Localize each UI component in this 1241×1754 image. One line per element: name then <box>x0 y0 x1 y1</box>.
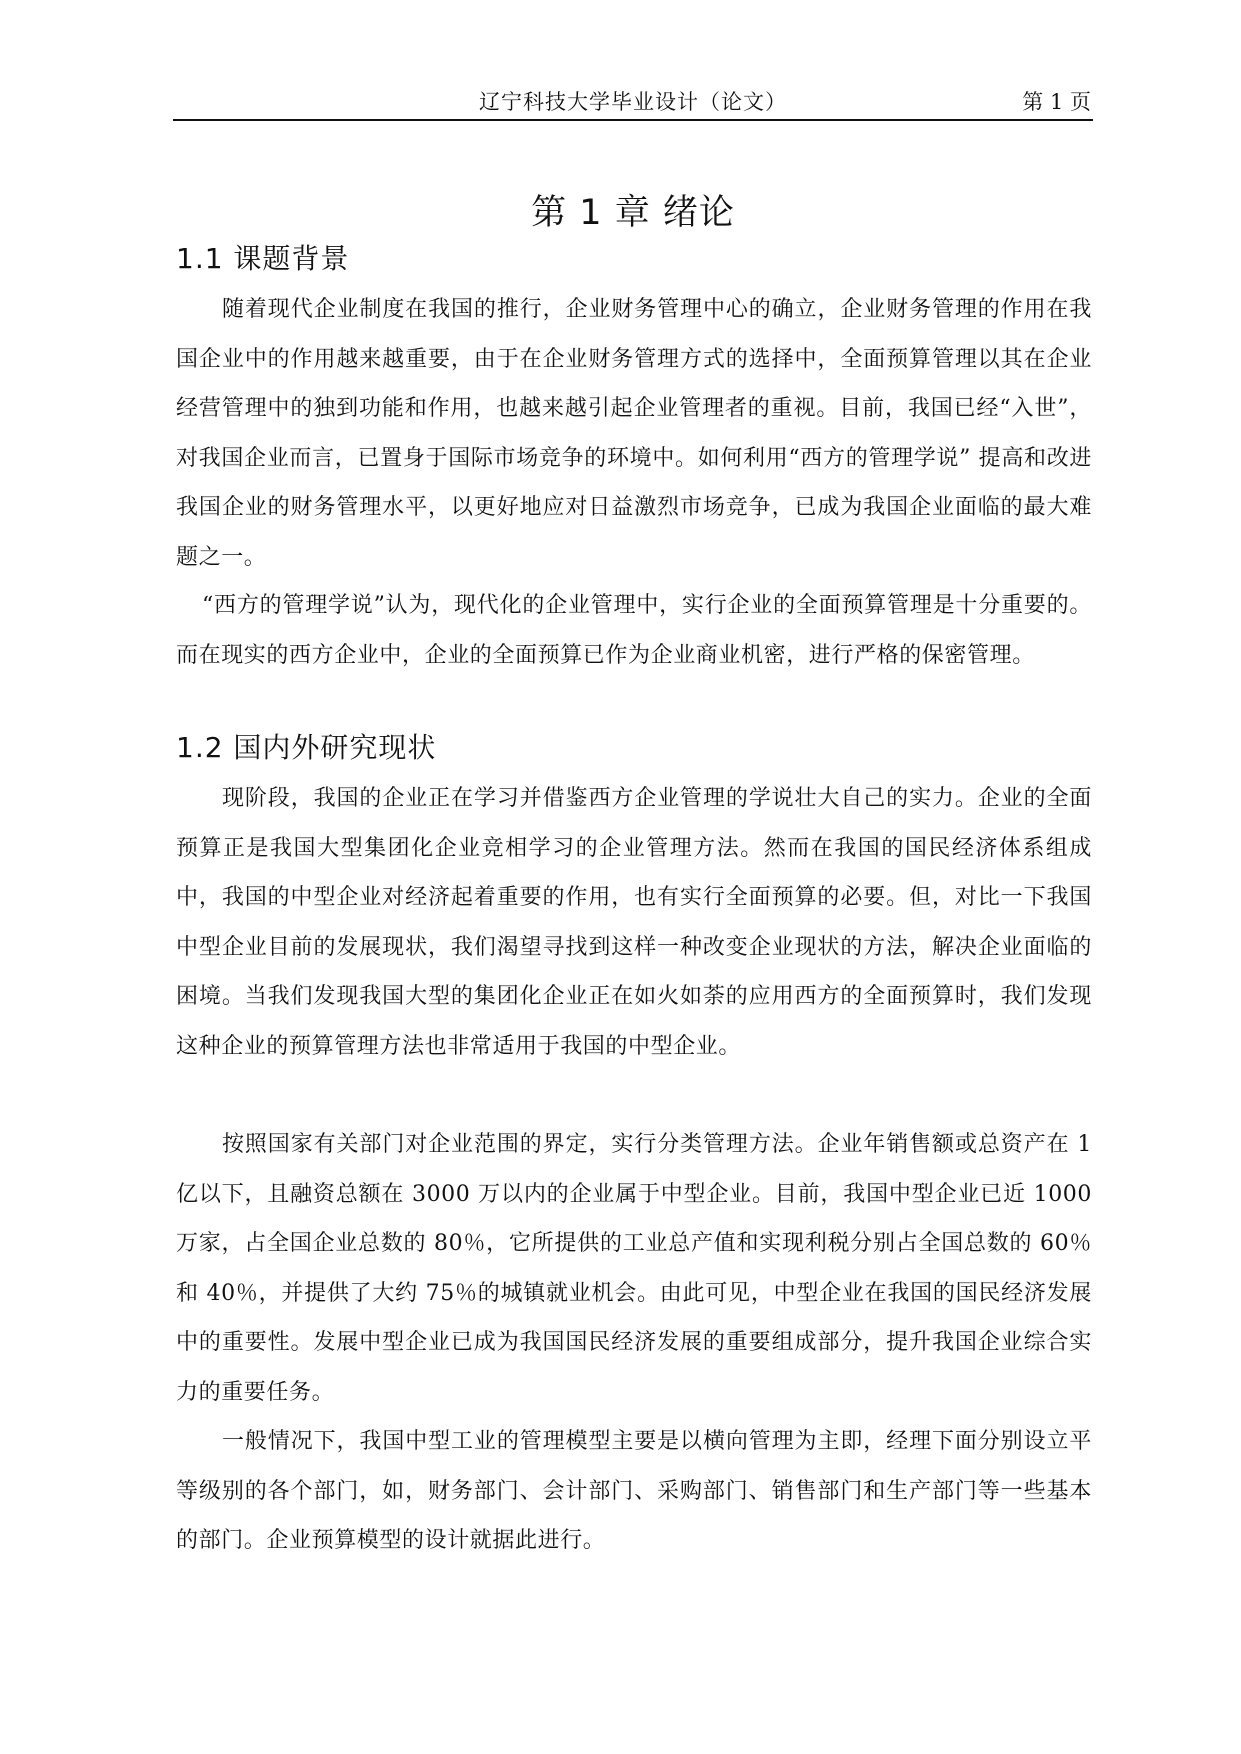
paragraph: 随着现代企业制度在我国的推行，企业财务管理中心的确立，企业财务管理的作用在我国企业中的作用越来越重要，由于在企业财务管理方式的选择中，全面预算管理以其在企业经营管理中的独到功能和作用，也越来越引起企业管理者的重视。目前，我国已经“入世”，对我国企业而言，已置身于国际市场竞争的环境中。如何利用“西方的管理学说” 提高和改进我国企业的财务管理水平，以更好地应对日益激烈市场竞争，已成为我国企业面临的最大难题之一。 <box>176 297 1092 570</box>
running-header <box>173 86 1093 118</box>
section-heading-1-2: 1.2 国内外研究现状 <box>176 731 437 764</box>
section-heading-1-1: 1.1 课题背景 <box>176 242 350 275</box>
header-title: 辽宁科技大学毕业设计（论文） <box>479 90 787 114</box>
header-rule <box>173 119 1093 121</box>
paragraph: 现阶段，我国的企业正在学习并借鉴西方企业管理的学说壮大自己的实力。企业的全面预算正是我国大型集团化企业竞相学习的企业管理方法。然而在我国的国民经济体系组成中，我国的中型企业对经济起着重要的作用，也有实行全面预算的必要。但，对比一下我国中型企业目前的发展现状，我们渴望寻找到这样一种改变企业现状的方法，解决企业面临的困境。当我们发现我国大型的集团化企业正在如火如荼的应用西方的全面预算时，我们发现这种企业的预算管理方法也非常适用于我国的中型企业。 <box>176 786 1092 1059</box>
paragraph: 按照国家有关部门对企业范围的界定，实行分类管理方法。企业年销售额或总资产在 1 亿以下，且融资总额在 3000 万以内的企业属于中型企业。目前，我国中型企业已近 1000 万家，占全国企业总数的 80％，它所提供的工业总产值和实现利税分别占全国总数的 60％和 40％，并提供了大约 75％的城镇就业机会。由此可见，中型企业在我国的国民经济发展中的重要性。发展中型企业已成为我国国民经济发展的重要组成部分，提升我国企业综合实力的重要任务。 <box>176 1132 1092 1405</box>
header-page-number: 第 1 页 <box>1022 90 1091 114</box>
paragraph: 一般情况下，我国中型工业的管理模型主要是以横向管理为主即，经理下面分别设立平等级别的各个部门，如，财务部门、会计部门、采购部门、销售部门和生产部门等一些基本的部门。企业预算模型的设计就据此进行。 <box>176 1429 1092 1553</box>
chapter-title: 第 1 章 绪论 <box>531 193 735 233</box>
paragraph: “西方的管理学说”认为，现代化的企业管理中，实行企业的全面预算管理是十分重要的。而在现实的西方企业中，企业的全面预算已作为企业商业机密，进行严格的保密管理。 <box>176 593 1092 668</box>
